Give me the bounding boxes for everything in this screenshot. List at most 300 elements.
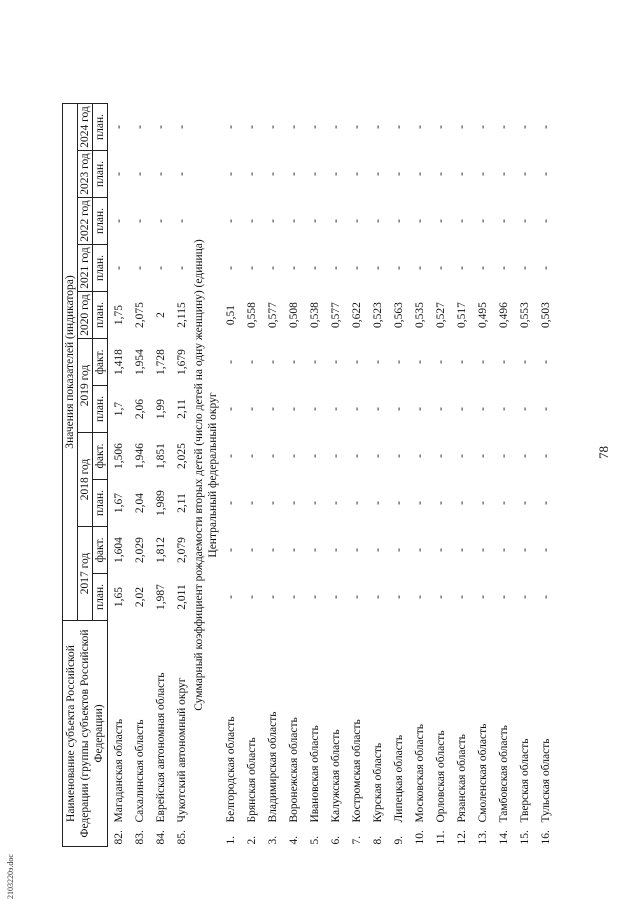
value-cell: 1,506 xyxy=(112,443,125,469)
value-cell: 1,987 xyxy=(154,584,167,610)
value-cell: - xyxy=(371,172,384,176)
value-cell: - xyxy=(175,219,188,223)
value-cell: - xyxy=(224,407,237,411)
value-cell: - xyxy=(329,219,342,223)
value-cell: - xyxy=(308,172,321,176)
value-cell: - xyxy=(434,219,447,223)
value-cell: - xyxy=(287,454,300,458)
value-cell: - xyxy=(392,454,405,458)
value-cell: - xyxy=(413,266,426,270)
row-number: 4. xyxy=(287,835,300,845)
plan-label: план. xyxy=(93,198,108,245)
value-cell: - xyxy=(476,454,489,458)
region-name: Орловская область xyxy=(434,730,447,823)
value-cell: - xyxy=(476,548,489,552)
value-cell: - xyxy=(476,266,489,270)
value-cell: - xyxy=(224,125,237,129)
value-cell: - xyxy=(287,595,300,599)
value-cell: 1,989 xyxy=(154,490,167,516)
value-cell: - xyxy=(266,548,279,552)
value-cell: - xyxy=(371,548,384,552)
value-cell: - xyxy=(266,125,279,129)
row-number: 13. xyxy=(476,830,489,845)
section-title: Суммарный коэффициент рождаемости вторых детей (число детей на одну женщину) (единица) xyxy=(193,239,205,711)
value-cell: - xyxy=(539,454,552,458)
value-cell: - xyxy=(518,595,531,599)
value-cell: - xyxy=(350,407,363,411)
row-number: 11. xyxy=(434,830,447,845)
value-cell: - xyxy=(434,548,447,552)
value-cell: - xyxy=(329,172,342,176)
plan-label: план. xyxy=(93,480,108,527)
value-cell: - xyxy=(245,407,258,411)
value-cell: 2,025 xyxy=(175,443,188,469)
value-cell: - xyxy=(266,501,279,505)
bottom-rows xyxy=(220,104,556,847)
value-cell: - xyxy=(518,360,531,364)
row-number: 84. xyxy=(154,830,167,845)
value-cell: - xyxy=(245,360,258,364)
value-cell: - xyxy=(224,454,237,458)
value-cell: - xyxy=(434,266,447,270)
year-2021: 2021 год xyxy=(78,245,93,292)
value-cell: - xyxy=(413,595,426,599)
value-cell: - xyxy=(392,266,405,270)
name-column-header: Наименование субъекта Российской Федерации (группы субъектов Российской Федерации) xyxy=(63,621,108,847)
region-name: Смоленская область xyxy=(476,723,489,823)
year-2018: 2018 год xyxy=(78,433,93,527)
value-cell: - xyxy=(287,360,300,364)
district-title: Центральный федеральный округ xyxy=(207,392,219,558)
table-row xyxy=(262,104,283,847)
region-name: Московская область xyxy=(413,723,426,823)
value-cell: 1,812 xyxy=(154,537,167,563)
value-cell: - xyxy=(497,407,510,411)
value-cell: - xyxy=(434,501,447,505)
year-2022: 2022 год xyxy=(78,198,93,245)
value-cell: - xyxy=(308,219,321,223)
table-row xyxy=(472,104,493,847)
plan-label: план. xyxy=(93,104,108,151)
value-cell: - xyxy=(308,266,321,270)
row-number: 5. xyxy=(308,835,321,845)
value-cell: - xyxy=(154,172,167,176)
value-cell: - xyxy=(224,266,237,270)
region-name: Ивановская область xyxy=(308,725,321,823)
page-number: 78 xyxy=(596,446,611,459)
value-cell: - xyxy=(497,360,510,364)
value-cell: - xyxy=(413,407,426,411)
value-cell: - xyxy=(497,548,510,552)
value-cell: - xyxy=(413,172,426,176)
value-cell: 2,079 xyxy=(175,537,188,563)
value-cell: - xyxy=(497,595,510,599)
value-cell: - xyxy=(371,266,384,270)
table-row xyxy=(220,104,241,847)
value-cell: - xyxy=(518,266,531,270)
value-cell: - xyxy=(392,219,405,223)
value-cell: - xyxy=(329,266,342,270)
value-cell: - xyxy=(287,407,300,411)
value-cell: - xyxy=(245,595,258,599)
value-cell: - xyxy=(329,548,342,552)
value-cell: - xyxy=(518,454,531,458)
value-cell: - xyxy=(245,266,258,270)
value-cell: - xyxy=(287,266,300,270)
value-cell: 0,523 xyxy=(371,302,384,328)
value-cell: - xyxy=(245,219,258,223)
value-cell: 1,679 xyxy=(175,349,188,375)
value-cell: 0,508 xyxy=(287,302,300,328)
value-cell: - xyxy=(133,219,146,223)
region-name: Магаданская область xyxy=(112,718,125,823)
value-cell: - xyxy=(133,125,146,129)
value-cell: - xyxy=(224,548,237,552)
table-row xyxy=(129,104,150,847)
value-cell: - xyxy=(539,548,552,552)
value-cell: 0,553 xyxy=(518,302,531,328)
region-name: Тульская область xyxy=(539,738,552,823)
value-cell: - xyxy=(287,219,300,223)
value-cell: - xyxy=(518,125,531,129)
value-cell: - xyxy=(350,266,363,270)
value-cell: - xyxy=(518,172,531,176)
row-number: 8. xyxy=(371,835,384,845)
value-cell: 2,11 xyxy=(175,493,188,513)
value-cell: - xyxy=(497,125,510,129)
row-number: 7. xyxy=(350,835,363,845)
value-cell: - xyxy=(329,360,342,364)
value-cell: - xyxy=(413,219,426,223)
value-cell: - xyxy=(175,125,188,129)
value-cell: - xyxy=(308,501,321,505)
indicator-table xyxy=(62,103,556,847)
value-cell: - xyxy=(434,454,447,458)
table-row xyxy=(535,104,556,847)
value-cell: 0,51 xyxy=(224,304,237,326)
value-cell: - xyxy=(476,219,489,223)
value-cell: - xyxy=(329,407,342,411)
value-cell: - xyxy=(392,172,405,176)
value-cell: - xyxy=(518,501,531,505)
region-name: Костромская область xyxy=(350,719,363,823)
value-cell: 0,496 xyxy=(497,302,510,328)
value-cell: - xyxy=(329,454,342,458)
region-name: Тамбовская область xyxy=(497,725,510,823)
value-cell: - xyxy=(392,548,405,552)
value-cell: - xyxy=(329,595,342,599)
value-cell: - xyxy=(455,501,468,505)
fact-label: факт. xyxy=(93,433,108,480)
value-cell: - xyxy=(539,219,552,223)
region-name: Рязанская область xyxy=(455,734,468,823)
value-cell: - xyxy=(266,219,279,223)
value-cell: - xyxy=(266,595,279,599)
year-2024: 2024 год xyxy=(78,104,93,151)
value-cell: 1,7 xyxy=(112,401,125,417)
value-cell: - xyxy=(308,595,321,599)
value-cell: - xyxy=(455,219,468,223)
table-row xyxy=(283,104,304,847)
value-cell: - xyxy=(434,125,447,129)
value-cell: - xyxy=(287,125,300,129)
row-number: 1. xyxy=(224,835,237,845)
region-name: Брянская область xyxy=(245,737,258,823)
value-cell: 0,577 xyxy=(329,302,342,328)
value-cell: - xyxy=(308,360,321,364)
value-cell: 1,75 xyxy=(112,304,125,326)
value-cell: - xyxy=(329,501,342,505)
value-cell: 1,851 xyxy=(154,443,167,469)
value-cell: 2,011 xyxy=(175,584,188,610)
value-cell: - xyxy=(392,501,405,505)
value-cell: 0,527 xyxy=(434,302,447,328)
fact-label: факт. xyxy=(93,527,108,574)
value-cell: - xyxy=(455,454,468,458)
table-row xyxy=(346,104,367,847)
value-cell: - xyxy=(266,407,279,411)
value-cell: - xyxy=(266,360,279,364)
value-cell: - xyxy=(224,219,237,223)
table-row xyxy=(388,104,409,847)
table-row xyxy=(171,104,192,847)
row-number: 2. xyxy=(245,835,258,845)
value-cell: - xyxy=(112,125,125,129)
value-cell: - xyxy=(413,454,426,458)
value-cell: - xyxy=(371,501,384,505)
row-number: 85. xyxy=(175,830,188,845)
value-cell: 1,67 xyxy=(112,492,125,514)
value-cell: - xyxy=(154,125,167,129)
row-number: 16. xyxy=(539,830,552,845)
value-cell: - xyxy=(413,501,426,505)
value-cell: - xyxy=(476,360,489,364)
value-cell: 0,558 xyxy=(245,302,258,328)
table-row xyxy=(451,104,472,847)
value-cell: - xyxy=(175,172,188,176)
value-cell: - xyxy=(287,548,300,552)
value-cell: 1,99 xyxy=(154,398,167,420)
value-cell: 0,517 xyxy=(455,302,468,328)
value-cell: 1,418 xyxy=(112,349,125,375)
value-cell: - xyxy=(413,548,426,552)
value-cell: 1,604 xyxy=(112,537,125,563)
value-cell: - xyxy=(413,125,426,129)
region-name: Тверская область xyxy=(518,738,531,823)
value-cell: - xyxy=(455,548,468,552)
value-cell: - xyxy=(455,360,468,364)
value-cell: - xyxy=(308,548,321,552)
value-cell: - xyxy=(308,454,321,458)
value-cell: 2 xyxy=(154,312,167,318)
value-cell: - xyxy=(371,454,384,458)
value-cell: 0,563 xyxy=(392,302,405,328)
value-cell: - xyxy=(266,454,279,458)
plan-label: план. xyxy=(93,574,108,621)
value-cell: - xyxy=(371,360,384,364)
value-cell: - xyxy=(350,501,363,505)
value-cell: - xyxy=(539,125,552,129)
values-header: Значения показателей (индикатора) xyxy=(63,104,78,621)
value-cell: 1,946 xyxy=(133,443,146,469)
value-cell: - xyxy=(455,407,468,411)
value-cell: - xyxy=(308,407,321,411)
table-row xyxy=(493,104,514,847)
plan-label: план. xyxy=(93,292,108,339)
row-number: 9. xyxy=(392,835,405,845)
value-cell: - xyxy=(245,501,258,505)
row-number: 14. xyxy=(497,830,510,845)
value-cell: - xyxy=(133,172,146,176)
value-cell: - xyxy=(350,172,363,176)
value-cell: 1,65 xyxy=(112,586,125,608)
region-name: Курская область xyxy=(371,742,384,823)
row-number: 12. xyxy=(455,830,468,845)
region-name: Сахалинская область xyxy=(133,719,146,823)
value-cell: - xyxy=(539,360,552,364)
value-cell: 2,029 xyxy=(133,537,146,563)
value-cell: 2,02 xyxy=(133,586,146,608)
value-cell: - xyxy=(497,219,510,223)
value-cell: - xyxy=(371,219,384,223)
row-number: 10. xyxy=(413,830,426,845)
plan-label: план. xyxy=(93,386,108,433)
value-cell: - xyxy=(329,125,342,129)
value-cell: 0,535 xyxy=(413,302,426,328)
table-row xyxy=(409,104,430,847)
value-cell: - xyxy=(350,360,363,364)
value-cell: - xyxy=(434,360,447,364)
value-cell: - xyxy=(133,266,146,270)
value-cell: - xyxy=(539,501,552,505)
year-2020: 2020 год xyxy=(78,292,93,339)
table-row xyxy=(108,104,130,847)
value-cell: - xyxy=(175,266,188,270)
value-cell: - xyxy=(455,125,468,129)
value-cell: 0,495 xyxy=(476,302,489,328)
plan-label: план. xyxy=(93,151,108,198)
value-cell: - xyxy=(224,595,237,599)
value-cell: - xyxy=(371,595,384,599)
value-cell: - xyxy=(476,595,489,599)
value-cell: - xyxy=(455,172,468,176)
value-cell: - xyxy=(112,172,125,176)
value-cell: - xyxy=(539,266,552,270)
value-cell: - xyxy=(245,125,258,129)
value-cell: - xyxy=(266,266,279,270)
row-number: 82. xyxy=(112,830,125,845)
row-number: 15. xyxy=(518,830,531,845)
value-cell: - xyxy=(350,454,363,458)
table-row xyxy=(304,104,325,847)
value-cell: - xyxy=(350,595,363,599)
value-cell: 2,04 xyxy=(133,492,146,514)
region-name: Воронежская область xyxy=(287,717,300,823)
value-cell: - xyxy=(350,219,363,223)
value-cell: 2,075 xyxy=(133,302,146,328)
row-number: 3. xyxy=(266,835,279,845)
value-cell: - xyxy=(245,172,258,176)
value-cell: - xyxy=(497,266,510,270)
value-cell: - xyxy=(497,501,510,505)
value-cell: - xyxy=(371,125,384,129)
value-cell: 0,577 xyxy=(266,302,279,328)
value-cell: - xyxy=(266,172,279,176)
year-2023: 2023 год xyxy=(78,151,93,198)
value-cell: - xyxy=(224,360,237,364)
value-cell: - xyxy=(308,125,321,129)
value-cell: - xyxy=(371,407,384,411)
value-cell: - xyxy=(392,360,405,364)
value-cell: - xyxy=(287,172,300,176)
plan-label: план. xyxy=(93,245,108,292)
value-cell: - xyxy=(350,548,363,552)
value-cell: 0,538 xyxy=(308,302,321,328)
value-cell: - xyxy=(476,501,489,505)
value-cell: - xyxy=(539,595,552,599)
value-cell: - xyxy=(497,454,510,458)
value-cell: 1,954 xyxy=(133,349,146,375)
value-cell: - xyxy=(518,219,531,223)
value-cell: 0,503 xyxy=(539,302,552,328)
value-cell: - xyxy=(413,360,426,364)
document-id: 2103220э.doc xyxy=(6,854,15,899)
value-cell: - xyxy=(224,172,237,176)
region-name: Липецкая область xyxy=(392,734,405,823)
value-cell: - xyxy=(539,407,552,411)
value-cell: - xyxy=(287,501,300,505)
value-cell: - xyxy=(539,172,552,176)
region-name: Еврейская автономная область xyxy=(154,672,167,823)
value-cell: 1,728 xyxy=(154,349,167,375)
value-cell: - xyxy=(392,407,405,411)
region-name: Владимирская область xyxy=(266,711,279,823)
value-cell: - xyxy=(245,454,258,458)
value-cell: - xyxy=(434,407,447,411)
row-number: 6. xyxy=(329,835,342,845)
table-row xyxy=(430,104,451,847)
value-cell: - xyxy=(476,125,489,129)
value-cell: 2,115 xyxy=(175,302,188,328)
value-cell: - xyxy=(518,548,531,552)
value-cell: - xyxy=(224,501,237,505)
row-number: 83. xyxy=(133,830,146,845)
value-cell: 2,11 xyxy=(175,399,188,419)
value-cell: - xyxy=(154,219,167,223)
value-cell: - xyxy=(434,595,447,599)
value-cell: - xyxy=(350,125,363,129)
region-name: Чукотский автономный округ xyxy=(175,677,188,823)
table-row xyxy=(150,104,171,847)
value-cell: - xyxy=(154,266,167,270)
table-row xyxy=(514,104,535,847)
value-cell: - xyxy=(455,595,468,599)
top-rows xyxy=(108,104,193,847)
year-2019: 2019 год xyxy=(78,339,93,433)
table-row xyxy=(325,104,346,847)
region-name: Белгородская область xyxy=(224,716,237,823)
value-cell: - xyxy=(245,548,258,552)
region-name: Калужская область xyxy=(329,729,342,823)
value-cell: - xyxy=(434,172,447,176)
value-cell: - xyxy=(497,172,510,176)
value-cell: - xyxy=(518,407,531,411)
value-cell: - xyxy=(455,266,468,270)
value-cell: - xyxy=(476,407,489,411)
value-cell: 0,622 xyxy=(350,302,363,328)
value-cell: - xyxy=(392,595,405,599)
table-row xyxy=(367,104,388,847)
